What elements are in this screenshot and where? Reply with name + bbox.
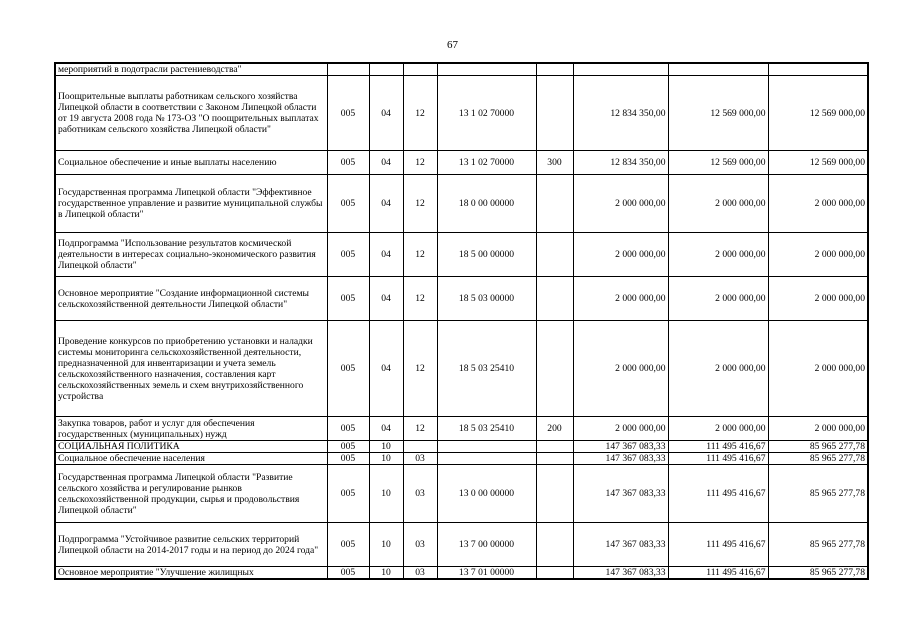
row-sum-year-2: 2 000 000,00: [668, 321, 768, 417]
row-expense-type: [536, 233, 573, 277]
row-razdel: 04: [369, 175, 403, 233]
row-expense-type: 200: [536, 417, 573, 441]
row-razdel: 04: [369, 233, 403, 277]
row-sum-year-1: 12 834 350,00: [573, 151, 668, 175]
row-sum-year-3: [768, 63, 868, 76]
row-sum-year-1: 147 367 083,33: [573, 567, 668, 580]
row-glava: 005: [327, 523, 369, 567]
row-sum-year-3: 85 965 277,78: [768, 453, 868, 465]
row-sum-year-1: 2 000 000,00: [573, 175, 668, 233]
row-sum-year-3: 85 965 277,78: [768, 523, 868, 567]
row-name: Проведение конкурсов по приобретению установки и наладки системы мониторинга сельскохозяйственной деятельности, предназначенной для инвентаризации и учета земель сельскохозяйственного назначения, составления карт сельскохозяйственных земель и схем внутрихозяйственного устройства: [55, 321, 327, 417]
row-sum-year-3: 2 000 000,00: [768, 233, 868, 277]
row-sum-year-3: 12 569 000,00: [768, 76, 868, 151]
row-target-article: 13 1 02 70000: [437, 151, 536, 175]
row-expense-type: [536, 441, 573, 453]
table-row: [55, 233, 868, 277]
row-razdel: 04: [369, 277, 403, 321]
table-row: [55, 321, 868, 417]
row-expense-type: [536, 465, 573, 523]
row-glava: 005: [327, 321, 369, 417]
table-row: [55, 76, 868, 151]
row-target-article: 13 7 01 00000: [437, 567, 536, 580]
row-sum-year-3: 85 965 277,78: [768, 465, 868, 523]
row-sum-year-2: 111 495 416,67: [668, 567, 768, 580]
row-razdel: 10: [369, 465, 403, 523]
row-expense-type: [536, 321, 573, 417]
row-glava: 005: [327, 441, 369, 453]
table-row: [55, 441, 868, 453]
table-row: [55, 63, 868, 76]
row-sum-year-1: 2 000 000,00: [573, 233, 668, 277]
row-target-article: 13 1 02 70000: [437, 76, 536, 151]
row-glava: 005: [327, 151, 369, 175]
table-row: [55, 151, 868, 175]
row-target-article: 13 0 00 00000: [437, 465, 536, 523]
row-sum-year-2: 2 000 000,00: [668, 417, 768, 441]
row-podrazdel: 12: [403, 175, 437, 233]
row-podrazdel: 12: [403, 277, 437, 321]
row-razdel: 04: [369, 76, 403, 151]
row-sum-year-3: 2 000 000,00: [768, 417, 868, 441]
row-podrazdel: 03: [403, 465, 437, 523]
row-sum-year-1: 2 000 000,00: [573, 277, 668, 321]
row-glava: 005: [327, 277, 369, 321]
row-sum-year-2: 111 495 416,67: [668, 523, 768, 567]
row-podrazdel: 12: [403, 417, 437, 441]
row-name: Подпрограмма "Устойчивое развитие сельских территорий Липецкой области на 2014-2017 годы и на период до 2024 года": [55, 523, 327, 567]
row-expense-type: [536, 63, 573, 76]
row-sum-year-3: 12 569 000,00: [768, 151, 868, 175]
row-sum-year-2: [668, 63, 768, 76]
row-sum-year-2: 12 569 000,00: [668, 76, 768, 151]
row-sum-year-1: 147 367 083,33: [573, 453, 668, 465]
row-target-article: 18 0 00 00000: [437, 175, 536, 233]
row-podrazdel: 12: [403, 233, 437, 277]
row-razdel: 04: [369, 417, 403, 441]
row-sum-year-1: 2 000 000,00: [573, 321, 668, 417]
row-podrazdel: 12: [403, 321, 437, 417]
row-target-article: 13 7 00 00000: [437, 523, 536, 567]
row-razdel: 10: [369, 453, 403, 465]
row-name: Государственная программа Липецкой области "Эффективное государственное управление и развитие муниципальной службы в Липецкой области": [55, 175, 327, 233]
row-sum-year-2: 111 495 416,67: [668, 453, 768, 465]
row-podrazdel: [403, 441, 437, 453]
row-target-article: [437, 453, 536, 465]
row-sum-year-1: 12 834 350,00: [573, 76, 668, 151]
table-row: [55, 523, 868, 567]
row-sum-year-3: 2 000 000,00: [768, 277, 868, 321]
row-razdel: 10: [369, 567, 403, 580]
table-row: [55, 277, 868, 321]
row-expense-type: [536, 76, 573, 151]
row-sum-year-1: [573, 63, 668, 76]
row-sum-year-3: 2 000 000,00: [768, 321, 868, 417]
row-sum-year-2: 12 569 000,00: [668, 151, 768, 175]
page-number: 67: [447, 39, 458, 51]
row-glava: 005: [327, 453, 369, 465]
row-expense-type: 300: [536, 151, 573, 175]
row-sum-year-1: 2 000 000,00: [573, 417, 668, 441]
row-sum-year-2: 111 495 416,67: [668, 441, 768, 453]
row-target-article: 18 5 00 00000: [437, 233, 536, 277]
row-expense-type: [536, 277, 573, 321]
row-podrazdel: [403, 63, 437, 76]
row-sum-year-3: 2 000 000,00: [768, 175, 868, 233]
row-name: мероприятий в подотрасли растениеводства": [55, 63, 327, 76]
row-podrazdel: 03: [403, 567, 437, 580]
row-glava: 005: [327, 175, 369, 233]
row-target-article: [437, 441, 536, 453]
row-sum-year-3: 85 965 277,78: [768, 441, 868, 453]
row-sum-year-1: 147 367 083,33: [573, 465, 668, 523]
row-glava: 005: [327, 465, 369, 523]
row-podrazdel: 03: [403, 523, 437, 567]
row-glava: 005: [327, 233, 369, 277]
row-name: Государственная программа Липецкой области "Развитие сельского хозяйства и регулирование рынков сельскохозяйственной продукции, сырья и продовольствия Липецкой области": [55, 465, 327, 523]
row-name: СОЦИАЛЬНАЯ ПОЛИТИКА: [55, 441, 327, 453]
row-glava: 005: [327, 76, 369, 151]
row-expense-type: [536, 523, 573, 567]
row-name: Поощрительные выплаты работникам сельского хозяйства Липецкой области в соответствии с Законом Липецкой области от 19 августа 2008 года № 173-ОЗ "О поощрительных выплатах работникам сельского хозяйства Липецкой области": [55, 76, 327, 151]
row-sum-year-3: 85 965 277,78: [768, 567, 868, 580]
row-name: Основное мероприятие "Создание информационной системы сельскохозяйственной деятельности Липецкой области": [55, 277, 327, 321]
row-sum-year-2: 2 000 000,00: [668, 175, 768, 233]
row-target-article: 18 5 03 00000: [437, 277, 536, 321]
row-podrazdel: 03: [403, 453, 437, 465]
table-row: [55, 453, 868, 465]
row-razdel: [369, 63, 403, 76]
row-name: Подпрограмма "Использование результатов космической деятельности в интересах социально-экономического развития Липецкой области": [55, 233, 327, 277]
row-name: Социальное обеспечение и иные выплаты населению: [55, 151, 327, 175]
budget-table: [54, 62, 869, 580]
row-razdel: 04: [369, 321, 403, 417]
row-podrazdel: 12: [403, 76, 437, 151]
row-sum-year-1: 147 367 083,33: [573, 523, 668, 567]
row-sum-year-2: 111 495 416,67: [668, 465, 768, 523]
row-target-article: [437, 63, 536, 76]
row-expense-type: [536, 453, 573, 465]
row-sum-year-2: 2 000 000,00: [668, 233, 768, 277]
row-sum-year-1: 147 367 083,33: [573, 441, 668, 453]
row-name: Основное мероприятие "Улучшение жилищных: [55, 567, 327, 580]
table-row: [55, 417, 868, 441]
row-razdel: 04: [369, 151, 403, 175]
row-target-article: 18 5 03 25410: [437, 417, 536, 441]
table-row: [55, 567, 868, 580]
row-name: Социальное обеспечение населения: [55, 453, 327, 465]
row-razdel: 10: [369, 441, 403, 453]
row-sum-year-2: 2 000 000,00: [668, 277, 768, 321]
row-name: Закупка товаров, работ и услуг для обеспечения государственных (муниципальных) нужд: [55, 417, 327, 441]
row-podrazdel: 12: [403, 151, 437, 175]
table-body: [55, 63, 868, 579]
row-glava: [327, 63, 369, 76]
row-razdel: 10: [369, 523, 403, 567]
table-row: [55, 465, 868, 523]
table-row: [55, 175, 868, 233]
row-expense-type: [536, 567, 573, 580]
row-expense-type: [536, 175, 573, 233]
row-target-article: 18 5 03 25410: [437, 321, 536, 417]
row-glava: 005: [327, 417, 369, 441]
row-glava: 005: [327, 567, 369, 580]
